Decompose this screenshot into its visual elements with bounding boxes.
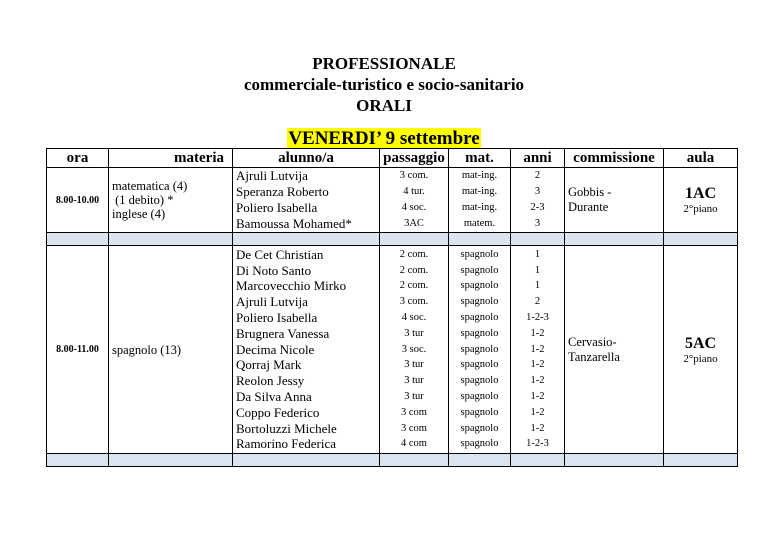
subject-line: matematica (4) (112, 179, 188, 193)
mat-value: spagnolo (460, 280, 499, 292)
student-list (233, 246, 380, 454)
student-name: Bamoussa Mohamed* (236, 215, 352, 231)
anni-value: 3 (534, 217, 541, 229)
anni-value: 1-2-3 (526, 438, 549, 450)
anni-value: 1-2 (530, 406, 545, 418)
exam-group-row (47, 168, 738, 233)
exam-group-row (47, 246, 738, 454)
passaggio-value: 3 com (401, 406, 427, 418)
passaggio-list (380, 168, 449, 233)
student-name: Di Noto Santo (236, 262, 312, 278)
room-cell (664, 168, 738, 233)
anni-value: 1-2 (530, 359, 545, 371)
anni-value: 1-2 (530, 375, 545, 387)
room-floor: 2°piano (683, 203, 718, 215)
student-name: Qorraj Mark (236, 357, 302, 373)
column-header-commissione: commissione (565, 149, 664, 168)
passaggio-value: 3 tur (404, 359, 424, 371)
mat-value: mat-ing. (461, 202, 498, 213)
column-header-anni: anni (511, 149, 565, 168)
mat-value: spagnolo (460, 248, 499, 260)
student-name: Poliero Isabella (236, 310, 318, 325)
room-floor: 2°piano (683, 352, 718, 365)
student-list (233, 168, 380, 233)
mat-value: spagnolo (460, 375, 499, 387)
mat-value: spagnolo (460, 359, 499, 371)
mat-value: mat-ing. (461, 186, 498, 198)
passaggio-value: 4 tur. (403, 186, 425, 198)
column-header-mat: mat. (449, 149, 511, 168)
mat-value: spagnolo (460, 343, 499, 355)
passaggio-value: 2 com. (399, 248, 429, 260)
exam-subject (109, 168, 233, 233)
header-row (47, 149, 738, 168)
commission (565, 168, 664, 233)
passaggio-value: 3 soc. (401, 343, 427, 355)
column-header-passaggio: passaggio (380, 149, 449, 168)
student-name: Ajruli Lutvija (236, 294, 308, 310)
passaggio-value: 3 tur (404, 327, 424, 339)
mat-value: mat-ing. (461, 170, 498, 182)
mat-value: spagnolo (460, 327, 499, 339)
student-name: Brugnera Vanessa (236, 325, 330, 341)
heading-line-2: commerciale-turistico e socio-sanitario (243, 75, 525, 94)
student-name: Marcovecchio Mirko (236, 278, 347, 294)
student-name: Da Silva Anna (236, 388, 312, 404)
anni-value: 1-2 (530, 390, 545, 402)
mat-value: spagnolo (460, 422, 499, 434)
student-name: Speranza Roberto (236, 184, 329, 200)
passaggio-value: 4 soc. (401, 312, 427, 323)
anni-value: 2-3 (530, 202, 545, 213)
anni-list (511, 168, 565, 233)
exam-day-highlight: VENERDI’ 9 settembre (288, 128, 480, 149)
anni-value: 1 (534, 264, 541, 276)
anni-list (511, 246, 565, 454)
anni-value: 1 (534, 248, 541, 260)
room-cell (664, 246, 738, 454)
student-name: Coppo Federico (236, 404, 320, 420)
mat-list (449, 168, 511, 233)
exam-time: 8.00-10.00 (47, 168, 109, 233)
exam-day-title (0, 128, 768, 149)
passaggio-value: 3 com (401, 422, 427, 434)
subject-line: inglese (4) (112, 207, 166, 221)
anni-value: 1 (534, 280, 541, 292)
passaggio-value: 2 com. (399, 264, 429, 276)
column-header-ora: ora (47, 149, 109, 168)
student-name: Ajruli Lutvija (236, 168, 308, 184)
anni-value: 1-2 (530, 343, 545, 355)
room-name: 1AC (684, 185, 717, 202)
exam-schedule-table (46, 148, 738, 467)
passaggio-value: 3 com. (399, 296, 429, 308)
heading-line-1: PROFESSIONALE (312, 54, 456, 73)
mat-value: spagnolo (460, 264, 499, 276)
mat-value: spagnolo (460, 390, 499, 402)
passaggio-value: 3 com. (399, 170, 429, 182)
commission-line: Cervasio- (568, 334, 617, 349)
passaggio-value: 4 com (401, 438, 427, 450)
exam-time: 8.00-11.00 (47, 246, 109, 454)
commission-line: Durante (568, 200, 609, 214)
anni-value: 2 (534, 170, 541, 182)
passaggio-value: 3AC (404, 217, 424, 229)
anni-value: 1-2-3 (526, 312, 549, 323)
subject-line: spagnolo (13) (112, 342, 182, 357)
commission-line: Gobbis - (568, 185, 612, 199)
exam-subject (109, 246, 233, 454)
room-name: 5AC (684, 334, 717, 352)
passaggio-list (380, 246, 449, 454)
mat-value: spagnolo (460, 406, 499, 418)
commission-line: Tanzarella (568, 349, 620, 364)
passaggio-value: 3 tur (404, 390, 424, 402)
mat-value: matem. (463, 217, 496, 229)
heading-line-3: ORALI (356, 96, 412, 115)
anni-value: 1-2 (530, 327, 545, 339)
anni-value: 3 (534, 186, 541, 198)
column-header-aula: aula (664, 149, 738, 168)
student-name: Bortoluzzi Michele (236, 420, 337, 436)
passaggio-value: 3 tur (404, 375, 424, 387)
mat-value: spagnolo (460, 312, 499, 323)
student-name: De Cet Christian (236, 246, 324, 262)
passaggio-value: 4 soc. (401, 202, 427, 213)
student-name: Ramorino Federica (236, 436, 336, 452)
mat-value: spagnolo (460, 438, 499, 450)
anni-value: 2 (534, 296, 541, 308)
anni-value: 1-2 (530, 422, 545, 434)
separator-row (47, 454, 738, 467)
commission (565, 246, 664, 454)
student-name: Decima Nicole (236, 341, 315, 357)
column-header-materia: materia (109, 149, 233, 168)
mat-value: spagnolo (460, 296, 499, 308)
column-header-alunno: alunno/a (233, 149, 380, 168)
passaggio-value: 2 com. (399, 280, 429, 292)
subject-line: (1 debito) * (112, 193, 174, 207)
student-name: Reolon Jessy (236, 373, 305, 389)
separator-row (47, 233, 738, 246)
mat-list (449, 246, 511, 454)
student-name: Poliero Isabella (236, 200, 318, 215)
